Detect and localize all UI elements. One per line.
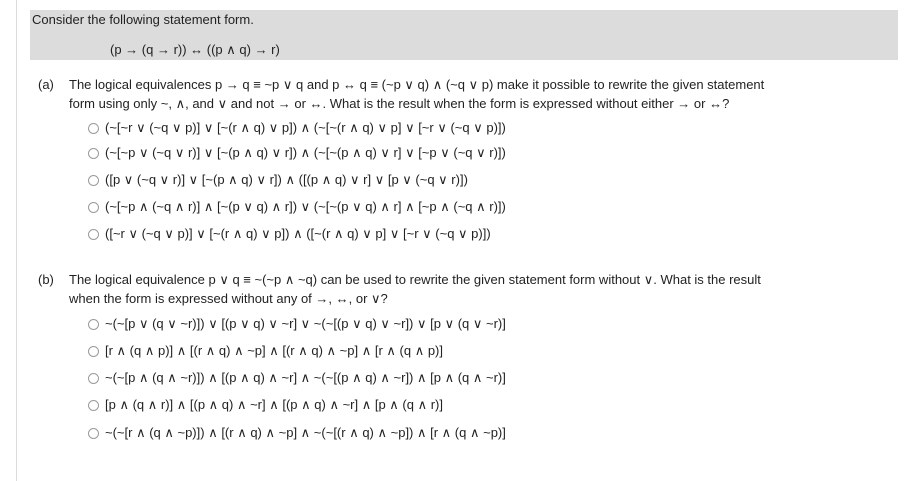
option-b-1[interactable] (88, 316, 506, 332)
radio-icon[interactable] (88, 123, 99, 134)
radio-icon[interactable] (88, 229, 99, 240)
option-a-2-label: (~[~p ∨ (~q ∨ r)] ∨ [~(p ∧ q) ∨ r]) ∧ (~[~(p ∧ q) ∨ r] ∨ [~p ∨ (~q ∨ r)]) (105, 145, 506, 160)
intro-text: Consider the following statement form. (32, 12, 254, 27)
radio-icon[interactable] (88, 428, 99, 439)
option-b-2[interactable] (88, 343, 443, 359)
option-b-4[interactable] (88, 397, 443, 413)
option-b-4-label: [p ∧ (q ∧ r)] ∧ [(p ∧ q) ∧ ~r] ∧ [(p ∧ q) ∧ ~r] ∧ [p ∧ (q ∧ r)] (105, 397, 443, 412)
radio-icon[interactable] (88, 373, 99, 384)
option-b-1-label: ~(~[p ∨ (q ∨ ~r)]) ∨ [(p ∨ q) ∨ ~r] ∨ ~(~[(p ∨ q) ∨ ~r]) ∨ [p ∨ (q ∨ ~r)] (105, 316, 506, 331)
statement-form: (p → (q → r)) ↔ ((p ∧ q) → r) (110, 42, 280, 57)
question-b-line-1: The logical equivalence p ∨ q ≡ ~(~p ∧ ~q) can be used to rewrite the given statement form without ∨. What is the result (69, 272, 761, 287)
option-a-5-label: ([~r ∨ (~q ∨ p)] ∨ [~(r ∧ q) ∨ p]) ∧ ([~(r ∧ q) ∨ p] ∨ [~r ∨ (~q ∨ p)]) (105, 226, 491, 241)
option-a-3-label: ([p ∨ (~q ∨ r)] ∨ [~(p ∧ q) ∨ r]) ∧ ([(p ∧ q) ∨ r] ∨ [p ∨ (~q ∨ r)]) (105, 172, 468, 187)
option-b-5[interactable] (88, 425, 506, 441)
option-b-2-label: [r ∧ (q ∧ p)] ∧ [(r ∧ q) ∧ ~p] ∧ [(r ∧ q) ∧ ~p] ∧ [r ∧ (q ∧ p)] (105, 343, 443, 358)
radio-icon[interactable] (88, 346, 99, 357)
question-b-text (69, 270, 869, 308)
radio-icon[interactable] (88, 148, 99, 159)
radio-icon[interactable] (88, 175, 99, 186)
option-b-3[interactable] (88, 370, 506, 386)
question-a-line-1: The logical equivalences p → q ≡ ~p ∨ q and p ↔ q ≡ (~p ∨ q) ∧ (~q ∨ p) make it possible to rewrite the given statement (69, 77, 765, 92)
option-a-4-label: (~[~p ∧ (~q ∧ r)] ∧ [~(p ∨ q) ∧ r]) ∨ (~[~(p ∨ q) ∧ r] ∧ [~p ∧ (~q ∧ r)]) (105, 199, 506, 214)
option-a-3[interactable] (88, 172, 468, 188)
option-a-4[interactable] (88, 199, 506, 215)
option-a-5[interactable] (88, 226, 491, 242)
radio-icon[interactable] (88, 319, 99, 330)
left-border-rule (16, 0, 17, 481)
question-a-line-2: form using only ~, ∧, and ∨ and not → or ↔. What is the result when the form is expressed without either → or ↔? (69, 96, 730, 111)
option-a-1[interactable] (88, 120, 506, 136)
option-a-1-label: (~[~r ∨ (~q ∨ p)] ∨ [~(r ∧ q) ∨ p]) ∧ (~[~(r ∧ q) ∨ p] ∨ [~r ∨ (~q ∨ p)]) (105, 120, 506, 135)
question-b-line-2: when the form is expressed without any of →, ↔, or ∨? (69, 291, 388, 306)
option-b-3-label: ~(~[p ∧ (q ∧ ~r)]) ∧ [(p ∧ q) ∧ ~r] ∧ ~(~[(p ∧ q) ∧ ~r]) ∧ [p ∧ (q ∧ ~r)] (105, 370, 506, 385)
question-b-letter: (b) (38, 272, 54, 287)
question-a-letter: (a) (38, 77, 54, 92)
radio-icon[interactable] (88, 202, 99, 213)
option-b-5-label: ~(~[r ∧ (q ∧ ~p)]) ∧ [(r ∧ q) ∧ ~p] ∧ ~(~[(r ∧ q) ∧ ~p]) ∧ [r ∧ (q ∧ ~p)] (105, 425, 506, 440)
question-a-text (69, 75, 869, 113)
option-a-2[interactable] (88, 145, 506, 161)
radio-icon[interactable] (88, 400, 99, 411)
